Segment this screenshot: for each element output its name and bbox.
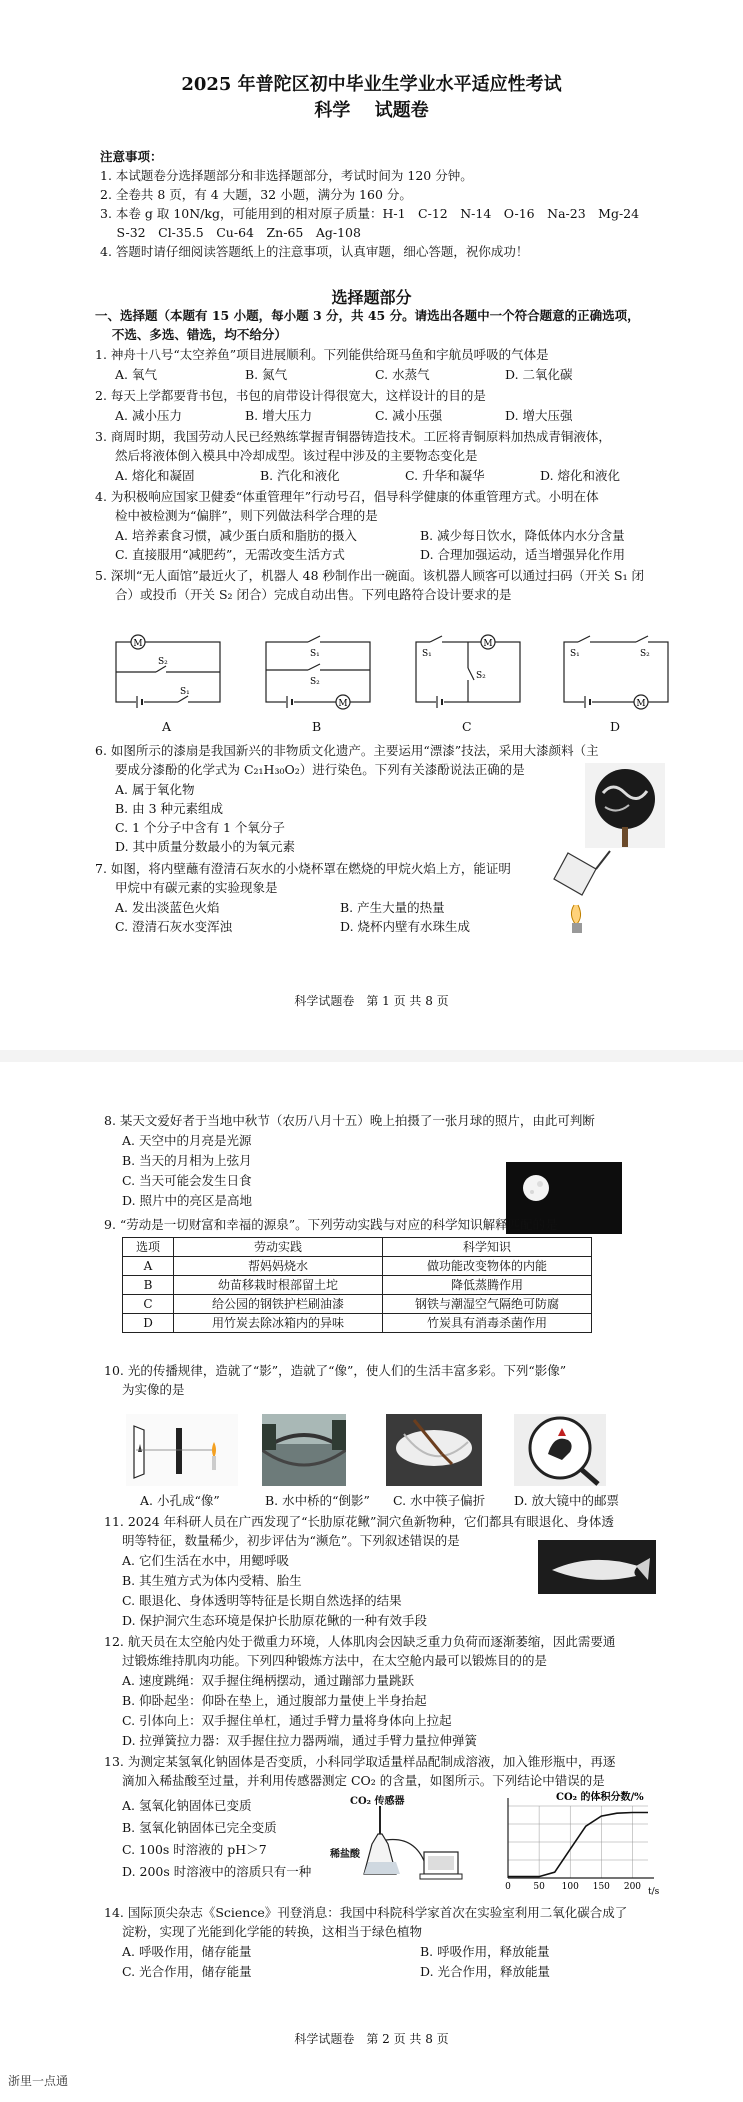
q2-option-a[interactable]: A. 减小压力 — [115, 408, 182, 423]
q7-option-b[interactable]: B. 产生大量的热量 — [340, 900, 445, 915]
chart-x-tick-label: 100 — [561, 1882, 579, 1892]
question-13-stem: 滴加入稀盐酸至过量，并利用传感器测定 CO₂ 的含量，如图所示。下列结论中错误的是 — [122, 1773, 605, 1788]
q3-option-a[interactable]: A. 熔化和凝固 — [115, 468, 195, 483]
q6-option-b[interactable]: B. 由 3 种元素组成 — [115, 801, 224, 816]
q1-option-a[interactable]: A. 氧气 — [115, 367, 157, 382]
chart-x-tick-label: 50 — [533, 1882, 545, 1892]
switch-label: S₂ — [310, 677, 320, 687]
table-cell: C — [123, 1295, 174, 1314]
co2-chart — [488, 1790, 660, 1902]
q3-option-d[interactable]: D. 熔化和液化 — [540, 468, 621, 483]
q14-option-d[interactable]: D. 光合作用，释放能量 — [420, 1964, 551, 1979]
q14-option-b[interactable]: B. 呼吸作用，释放能量 — [420, 1944, 550, 1959]
q13-option-c[interactable]: C. 100s 时溶液的 pH＞7 — [122, 1842, 267, 1857]
question-5-stem: 合）或投币（开关 S₂ 闭合）完成自动出售。下列电路符合设计要求的是 — [115, 587, 512, 602]
question-14-stem: 14. 国际顶尖杂志《Science》刊登消息：我国中科院科学家首次在实验室利用二氧化碳合成了 — [104, 1905, 628, 1920]
q2-option-d[interactable]: D. 增大压强 — [505, 408, 573, 423]
chart-x-tick-label: 0 — [505, 1882, 511, 1892]
section-intro: 不选、多选、错选，均不给分） — [95, 327, 287, 342]
cave-fish-photo — [538, 1540, 656, 1594]
chart-x-tick-label: 150 — [592, 1882, 610, 1892]
table-row[interactable] — [123, 1295, 592, 1314]
notice-item: 1. 本试题卷分选择题部分和非选择题部分，考试时间为 120 分钟。 — [100, 168, 473, 183]
exam-page-1 — [0, 0, 743, 1050]
table-header-cell: 劳动实践 — [174, 1238, 383, 1257]
circuit-diagram-a — [108, 632, 228, 712]
table-header-cell: 选项 — [123, 1238, 174, 1257]
q11-option-c[interactable]: C. 眼退化、身体透明等特征是长期自然选择的结果 — [122, 1593, 402, 1608]
q2-option-b[interactable]: B. 增大压力 — [245, 408, 313, 423]
q10-option-b[interactable]: B. 水中桥的“倒影” — [265, 1493, 370, 1508]
q10-option-c[interactable]: C. 水中筷子偏折 — [393, 1493, 486, 1508]
question-11-stem: 11. 2024 年科研人员在广西发现了“长肋原花鳅”洞穴鱼新物种，它们都具有眼退化、身体透 — [104, 1514, 614, 1529]
table-cell: 给公园的钢铁护栏刷油漆 — [174, 1295, 383, 1314]
q3-option-b[interactable]: B. 汽化和液化 — [260, 468, 340, 483]
page-gap — [0, 1050, 743, 1062]
lacquer-fan-image — [585, 763, 665, 848]
question-7-stem: 甲烷中有碳元素的实验现象是 — [115, 880, 278, 895]
switch-label: S₁ — [570, 649, 580, 659]
q7-option-a[interactable]: A. 发出淡蓝色火焰 — [115, 900, 220, 915]
question-3-stem: 3. 商周时期，我国劳动人民已经熟练掌握青铜器铸造技术。工匠将青铜原料加热成青铜液体， — [95, 429, 611, 444]
switch-label: S₂ — [476, 671, 486, 681]
q8-option-a[interactable]: A. 天空中的月亮是光源 — [122, 1133, 252, 1148]
section-intro: 一、选择题（本题有 15 小题，每小题 3 分，共 45 分。请选出各题中一个符合题意的正确选项， — [95, 308, 640, 323]
q13-option-b[interactable]: B. 氢氧化钠固体已完全变质 — [122, 1820, 277, 1835]
question-3-stem: 然后将液体倒入模具中冷却成型。该过程中涉及的主要物态变化是 — [115, 448, 478, 463]
notice-item: S-32 Cl-35.5 Cu-64 Zn-65 Ag-108 — [100, 225, 361, 240]
q7-option-c[interactable]: C. 澄清石灰水变浑浊 — [115, 919, 233, 934]
table-header-cell: 科学知识 — [383, 1238, 592, 1257]
question-13-stem: 13. 为测定某氢氧化钠固体是否变质，小科同学取适量样品配制成溶液，加入锥形瓶中，再逐 — [104, 1754, 616, 1769]
q10-option-a[interactable]: A. 小孔成“像” — [140, 1493, 220, 1508]
q6-option-d[interactable]: D. 其中质量分数最小的为氧元素 — [115, 839, 296, 854]
acid-label: 稀盐酸 — [330, 1849, 360, 1860]
question-6-stem: 6. 如图所示的漆扇是我国新兴的非物质文化遗产。主要运用“漂漆”技法，采用大漆颜料（主 — [95, 743, 599, 758]
bridge-reflection-image — [262, 1414, 346, 1486]
q11-option-a[interactable]: A. 它们生活在水中，用鳃呼吸 — [122, 1553, 289, 1568]
q4-option-c[interactable]: C. 直接服用“减肥药”，无需改变生活方式 — [115, 547, 345, 562]
question-2-stem: 2. 每天上学都要背书包，书包的肩带设计得很宽大，这样设计的目的是 — [95, 388, 486, 403]
circuit-label[interactable]: B — [312, 719, 322, 734]
question-9-table — [122, 1237, 592, 1333]
q3-option-c[interactable]: C. 升华和凝华 — [405, 468, 485, 483]
question-14-stem: 淀粉，实现了光能到化学能的转换，这相当于绿色植物 — [122, 1924, 423, 1939]
q1-option-d[interactable]: D. 二氧化碳 — [505, 367, 573, 382]
chopsticks-in-water-image — [386, 1414, 482, 1486]
motor-label: M — [636, 699, 646, 709]
pinhole-camera-image — [126, 1414, 238, 1486]
q12-option-a[interactable]: A. 速度跳绳：双手握住绳柄摆动，通过蹦部力量跳跃 — [122, 1673, 414, 1688]
magnifier-stamp-image — [514, 1414, 606, 1486]
switch-label: S₂ — [640, 649, 650, 659]
q6-option-c[interactable]: C. 1 个分子中含有 1 个氧分子 — [115, 820, 285, 835]
motor-label: M — [483, 639, 493, 649]
chart-x-tick-label: 200 — [623, 1882, 642, 1892]
table-cell: 帮妈妈烧水 — [174, 1257, 383, 1276]
sensor-apparatus-diagram — [360, 1804, 480, 1884]
question-1-stem: 1. 神舟十八号“太空养鱼”项目进展顺利。下列能供给斑马鱼和宇航员呼吸的气体是 — [95, 347, 549, 362]
q2-option-c[interactable]: C. 减小压强 — [375, 408, 443, 423]
circuit-label[interactable]: C — [462, 719, 472, 734]
q4-option-d[interactable]: D. 合理加强运动，适当增强异化作用 — [420, 547, 626, 562]
q10-option-d[interactable]: D. 放大镜中的邮票 — [514, 1493, 620, 1508]
table-row[interactable] — [123, 1276, 592, 1295]
question-7-stem: 7. 如图，将内壁蘸有澄清石灰水的小烧杯罩在燃烧的甲烷火焰上方，能证明 — [95, 861, 511, 876]
table-cell: B — [123, 1276, 174, 1295]
question-11-stem: 明等特征，数量稀少，初步评估为“濒危”。下列叙述错误的是 — [122, 1533, 460, 1548]
table-cell: 用竹炭去除冰箱内的异味 — [174, 1314, 383, 1333]
exam-subtitle: 科学 试题卷 — [314, 100, 429, 121]
q11-option-d[interactable]: D. 保护洞穴生态环境是保护长肋原花鳅的一种有效手段 — [122, 1613, 428, 1628]
beaker-over-flame-image — [548, 845, 618, 935]
table-cell: 钢铁与潮湿空气隔绝可防腐 — [383, 1295, 592, 1314]
question-4-stem: 检中被检测为“偏胖”，则下列做法科学合理的是 — [115, 508, 378, 523]
q4-option-b[interactable]: B. 减少每日饮水，降低体内水分含量 — [420, 528, 625, 543]
table-cell: 竹炭具有消毒杀菌作用 — [383, 1314, 592, 1333]
table-header-row — [123, 1238, 592, 1257]
notice-title: 注意事项： — [100, 149, 163, 164]
circuit-label[interactable]: D — [610, 719, 621, 734]
q14-option-a[interactable]: A. 呼吸作用，储存能量 — [122, 1944, 252, 1959]
question-9-stem: 9. “劳动是一切财富和幸福的源泉”。下列劳动实践与对应的科学知识解释匹配的是 — [104, 1217, 558, 1232]
question-4-stem: 4. 为积极响应国家卫健委“体重管理年”行动号召，倡导科学健康的体重管理方式。小明在体 — [95, 489, 599, 504]
watermark: 浙里一点通 — [8, 2074, 69, 2088]
notice-item: 3. 本卷 g 取 10N/kg，可能用到的相对原子质量：H-1 C-12 N-14 O-16 Na-23 Mg-24 — [100, 206, 640, 221]
q13-option-a[interactable]: A. 氢氧化钠固体已变质 — [122, 1798, 252, 1813]
table-cell: D — [123, 1314, 174, 1333]
notice-item: 2. 全卷共 8 页，有 4 大题，32 小题，满分为 160 分。 — [100, 187, 412, 202]
q13-option-d[interactable]: D. 200s 时溶液中的溶质只有一种 — [122, 1864, 312, 1879]
q8-option-d[interactable]: D. 照片中的亮区是高地 — [122, 1193, 253, 1208]
chart-title: CO₂ 的体积分数/% — [556, 1792, 644, 1803]
exam-title: 2025 年普陀区初中毕业生学业水平适应性考试 — [181, 74, 562, 95]
table-row[interactable] — [123, 1257, 592, 1276]
circuit-diagram-c — [408, 632, 528, 712]
q12-option-c[interactable]: C. 引体向上：双手握住单杠，通过手臂力量将身体向上拉起 — [122, 1713, 452, 1728]
q8-option-b[interactable]: B. 当天的月相为上弦月 — [122, 1153, 252, 1168]
circuit-diagram-b — [258, 632, 378, 712]
table-row[interactable] — [123, 1314, 592, 1333]
switch-label: S₂ — [158, 657, 168, 667]
chart-x-axis-label: t/s — [648, 1887, 660, 1897]
q14-option-c[interactable]: C. 光合作用，储存能量 — [122, 1964, 252, 1979]
question-8-stem: 8. 某天文爱好者于当地中秋节（农历八月十五）晚上拍摄了一张月球的照片，由此可判断 — [104, 1113, 595, 1128]
question-10-stem: 10. 光的传播规律，造就了“影”，造就了“像”，使人们的生活丰富多彩。下列“影像” — [104, 1363, 567, 1378]
section-title: 选择题部分 — [331, 288, 412, 307]
table-cell: 做功能改变物体的内能 — [383, 1257, 592, 1276]
q11-option-b[interactable]: B. 其生殖方式为体内受精、胎生 — [122, 1573, 302, 1588]
question-5-stem: 5. 深圳“无人面馆”最近火了，机器人 48 秒制作出一碗面。该机器人顾客可以通过扫码（开关 S₁ 闭 — [95, 568, 645, 583]
notice-item: 4. 答题时请仔细阅读答题纸上的注意事项，认真审题，细心答题，祝你成功！ — [100, 244, 529, 259]
switch-label: S₁ — [310, 649, 320, 659]
circuit-diagram-d — [556, 632, 676, 712]
question-6-stem: 要成分漆酚的化学式为 C₂₁H₃₀O₂）进行染色。下列有关漆酚说法正确的是 — [115, 762, 525, 777]
table-cell: 降低蒸腾作用 — [383, 1276, 592, 1295]
question-10-stem: 为实像的是 — [122, 1382, 185, 1397]
switch-label: S₁ — [422, 649, 432, 659]
motor-label: M — [133, 639, 143, 649]
question-12-stem: 过锻炼维持肌肉功能。下列四种锻炼方法中，在太空舱内最可以锻炼目的的是 — [122, 1653, 548, 1668]
motor-label: M — [338, 699, 348, 709]
exam-page-2 — [0, 1062, 743, 2102]
q7-option-d[interactable]: D. 烧杯内壁有水珠生成 — [340, 919, 471, 934]
switch-label: S₁ — [180, 687, 190, 697]
q12-option-d[interactable]: D. 拉弹簧拉力器：双手握住拉力器两端，通过手臂力量拉伸弹簧 — [122, 1733, 478, 1748]
page-footer: 科学试题卷 第 1 页 共 8 页 — [294, 994, 449, 1008]
q8-option-c[interactable]: C. 当天可能会发生日食 — [122, 1173, 252, 1188]
chart-series-line — [508, 1813, 648, 1877]
q12-option-b[interactable]: B. 仰卧起坐：仰卧在垫上，通过腹部力量使上半身抬起 — [122, 1693, 427, 1708]
q1-option-c[interactable]: C. 水蒸气 — [375, 367, 430, 382]
sensor-label: CO₂ 传感器 — [350, 1796, 405, 1807]
q1-option-b[interactable]: B. 氮气 — [245, 367, 288, 382]
q4-option-a[interactable]: A. 培养素食习惯，减少蛋白质和脂肪的摄入 — [115, 528, 357, 543]
question-12-stem: 12. 航天员在太空舱内处于微重力环境，人体肌肉会因缺乏重力负荷而逐渐萎缩，因此需要通 — [104, 1634, 616, 1649]
q6-option-a[interactable]: A. 属于氧化物 — [115, 782, 195, 797]
table-cell: 幼苗移栽时根部留土坨 — [174, 1276, 383, 1295]
table-cell: A — [123, 1257, 174, 1276]
page-footer: 科学试题卷 第 2 页 共 8 页 — [294, 2032, 449, 2046]
circuit-label[interactable]: A — [162, 719, 172, 734]
